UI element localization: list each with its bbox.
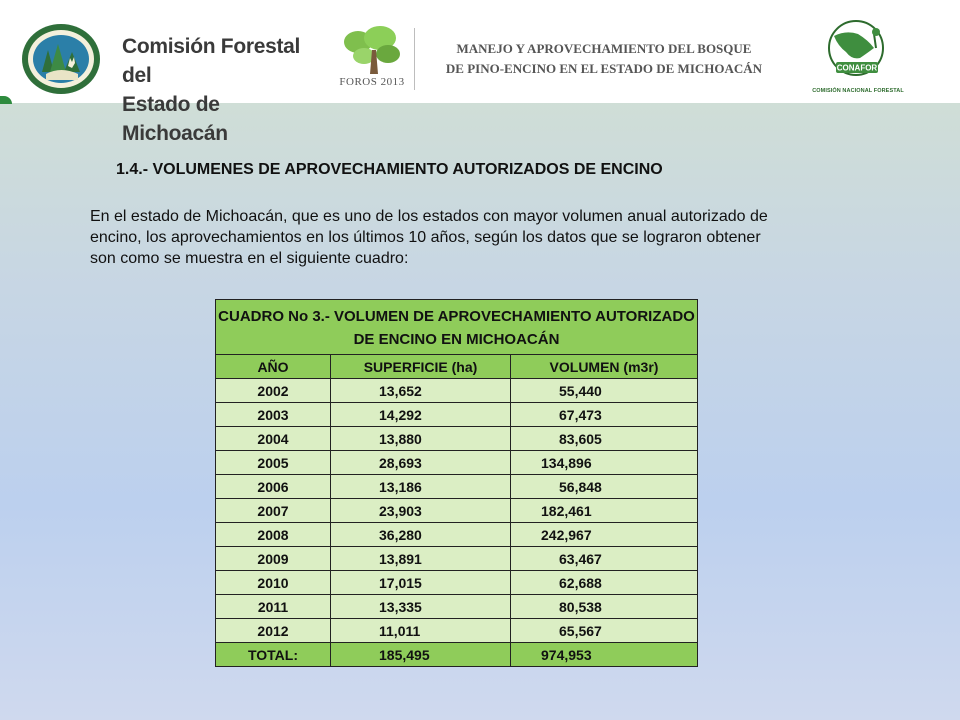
table-header-row xyxy=(216,355,698,379)
cell-superficie: 13,880 xyxy=(331,427,511,451)
event-title-line2: DE PINO-ENCINO EN EL ESTADO DE MICHOACÁN xyxy=(445,61,763,76)
cell-volumen: 80,538 xyxy=(511,595,698,619)
header-divider xyxy=(414,28,415,90)
cell-year: 2004 xyxy=(216,427,331,451)
org-name-line2: Estado de Michoacán xyxy=(122,93,228,145)
table-row xyxy=(216,499,698,523)
table-row xyxy=(216,427,698,451)
total-superficie: 185,495 xyxy=(331,643,511,667)
cell-superficie: 14,292 xyxy=(331,403,511,427)
cell-volumen: 63,467 xyxy=(511,547,698,571)
table-caption-row xyxy=(216,300,698,355)
cell-volumen: 65,567 xyxy=(511,619,698,643)
org-name xyxy=(122,32,322,148)
cell-superficie: 17,015 xyxy=(331,571,511,595)
total-label: TOTAL: xyxy=(216,643,331,667)
header-superficie: SUPERFICIE (ha) xyxy=(331,355,511,379)
header-year: AÑO xyxy=(216,355,331,379)
volume-table xyxy=(215,299,698,667)
cell-volumen: 182,461 xyxy=(511,499,698,523)
cell-superficie: 23,903 xyxy=(331,499,511,523)
cell-superficie: 36,280 xyxy=(331,523,511,547)
foros-label: FOROS 2013 xyxy=(339,76,405,88)
table-total-row xyxy=(216,643,698,667)
cell-superficie: 13,186 xyxy=(331,475,511,499)
table-row xyxy=(216,619,698,643)
cell-year: 2007 xyxy=(216,499,331,523)
cell-year: 2010 xyxy=(216,571,331,595)
table-caption: CUADRO No 3.- VOLUMEN DE APROVECHAMIENTO AUTORIZADO DE ENCINO EN MICHOACÁN xyxy=(216,300,698,355)
cell-year: 2006 xyxy=(216,475,331,499)
cell-volumen: 62,688 xyxy=(511,571,698,595)
cell-volumen: 242,967 xyxy=(511,523,698,547)
michoacan-forest-logo xyxy=(20,22,102,96)
cell-volumen: 67,473 xyxy=(511,403,698,427)
table-row xyxy=(216,523,698,547)
cell-superficie: 13,891 xyxy=(331,547,511,571)
cell-superficie: 13,652 xyxy=(331,379,511,403)
cell-volumen: 83,605 xyxy=(511,427,698,451)
cell-volumen: 56,848 xyxy=(511,475,698,499)
cell-superficie: 28,693 xyxy=(331,451,511,475)
cell-volumen: 134,896 xyxy=(511,451,698,475)
total-volumen: 974,953 xyxy=(511,643,698,667)
table-row xyxy=(216,571,698,595)
table-row xyxy=(216,547,698,571)
event-title-line1: MANEJO Y APROVECHAMIENTO DEL BOSQUE xyxy=(456,41,752,56)
cell-year: 2008 xyxy=(216,523,331,547)
table-row xyxy=(216,403,698,427)
cell-year: 2011 xyxy=(216,595,331,619)
header-volumen: VOLUMEN (m3r) xyxy=(511,355,698,379)
cell-year: 2012 xyxy=(216,619,331,643)
cell-year: 2003 xyxy=(216,403,331,427)
table-row xyxy=(216,451,698,475)
cell-superficie: 11,011 xyxy=(331,619,511,643)
table-row xyxy=(216,379,698,403)
cell-year: 2005 xyxy=(216,451,331,475)
intro-paragraph: En el estado de Michoacán, que es uno de los estados con mayor volumen anual autorizado de encino, los aprovechamientos en los últimos 10 años, según los datos que se lograron obtener son como se muestra en el siguiente cuadro: xyxy=(90,208,768,267)
cell-year: 2009 xyxy=(216,547,331,571)
cell-superficie: 13,335 xyxy=(331,595,511,619)
event-title xyxy=(424,39,784,79)
section-title: 1.4.- VOLUMENES DE APROVECHAMIENTO AUTORIZADOS DE ENCINO xyxy=(116,161,663,178)
conafor-logo xyxy=(816,18,898,80)
cell-volumen: 55,440 xyxy=(511,379,698,403)
table-row xyxy=(216,595,698,619)
org-name-line1: Comisión Forestal del xyxy=(122,35,301,87)
table-row xyxy=(216,475,698,499)
conafor-logo-text: CONAFOR xyxy=(836,63,878,73)
conafor-full-name: COMISIÓN NACIONAL FORESTAL xyxy=(812,88,904,94)
cell-year: 2002 xyxy=(216,379,331,403)
